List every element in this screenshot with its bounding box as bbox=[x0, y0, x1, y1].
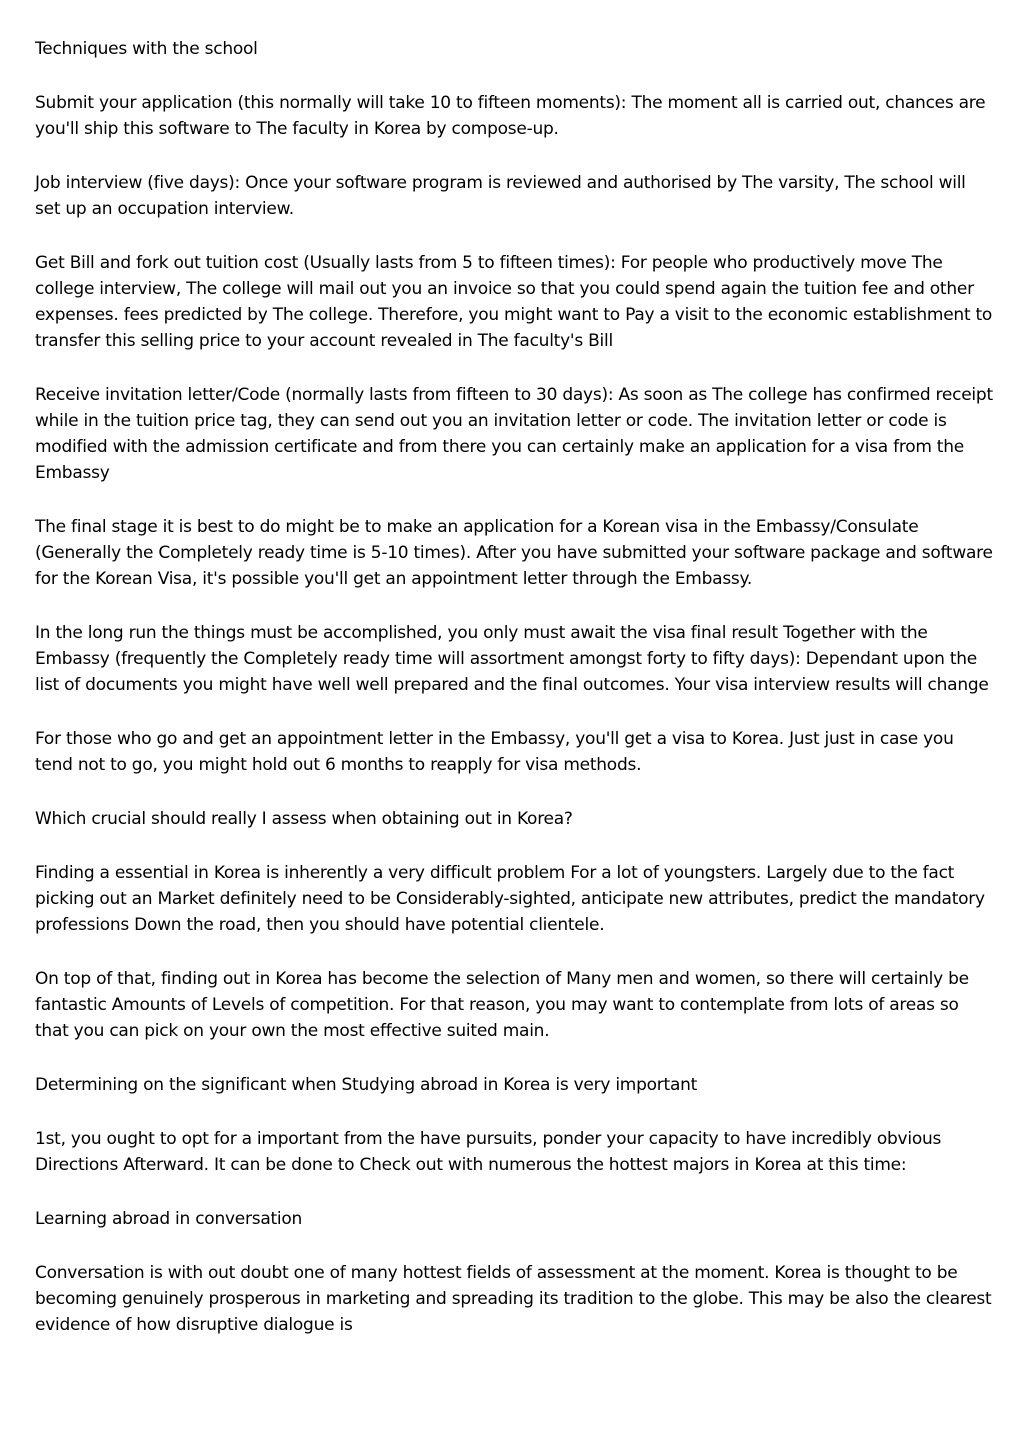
paragraph: For those who go and get an appointment letter in the Embassy, you'll get a visa to Korea. Just just in case you tend not to go, you might hold out 6 months to reapply for visa methods. bbox=[35, 729, 954, 775]
paragraph: Get Bill and fork out tuition cost (Usually lasts from 5 to fifteen times): For people who productively move The college interview, The college will mail out you an invoice so that you could spend again the tuition fee and other expenses. fees predicted by The college. Therefore, you might want to Pay a visit to the economic establishment to transfer this selling price to your account revealed in The faculty's Bill bbox=[35, 253, 993, 351]
paragraph: Receive invitation letter/Code (normally lasts from fifteen to 30 days): As soon as The college has confirmed receipt while in the tuition price tag, they can send out you an invitation letter or code. The invitation letter or code is modified with the admission certificate and from there you can certainly make an application for a visa from the Embassy bbox=[35, 385, 993, 483]
paragraph: Conversation is with out doubt one of many hottest fields of assessment at the moment. Korea is thought to be becoming genuinely prosperous in marketing and spreading its tradition to the globe. This may be also the clearest evidence of how disruptive dialogue is bbox=[35, 1263, 992, 1335]
section-heading: Determining on the significant when Studying abroad in Korea is very important bbox=[35, 1075, 698, 1095]
section-heading: Techniques with the school bbox=[35, 39, 258, 59]
document-body bbox=[35, 36, 995, 1366]
paragraph: Finding a essential in Korea is inherently a very difficult problem For a lot of youngsters. Largely due to the fact picking out an Market definitely need to be Considerably-sighted, anticipate new attributes, predict the mandatory professions Down the road, then you should have potential clientele. bbox=[35, 863, 985, 935]
paragraph: Job interview (five days): Once your software program is reviewed and authorised by The varsity, The school will set up an occupation interview. bbox=[35, 173, 966, 219]
paragraph: On top of that, finding out in Korea has become the selection of Many men and women, so there will certainly be fantastic Amounts of Levels of competition. For that reason, you may want to contemplate from lots of areas so that you can pick on your own the most effective suited main. bbox=[35, 969, 969, 1041]
section-heading: Learning abroad in conversation bbox=[35, 1209, 303, 1229]
paragraph: In the long run the things must be accomplished, you only must await the visa final result Together with the Embassy (frequently the Completely ready time will assortment amongst forty to fifty days): Dependant upon the list of documents you might have well well prepared and the final outcomes. Your visa interview results will change bbox=[35, 623, 989, 695]
paragraph: The final stage it is best to do might be to make an application for a Korean visa in the Embassy/Consulate (Generally the Completely ready time is 5-10 times). After you have submitted your software package and software for the Korean Visa, it's possible you'll get an appointment letter through the Embassy. bbox=[35, 517, 993, 589]
paragraph: Submit your application (this normally will take 10 to fifteen moments): The moment all is carried out, chances are you'll ship this software to The faculty in Korea by compose-up. bbox=[35, 93, 986, 139]
paragraph: 1st, you ought to opt for a important from the have pursuits, ponder your capacity to have incredibly obvious Directions Afterward. It can be done to Check out with numerous the hottest majors in Korea at this time: bbox=[35, 1129, 942, 1175]
section-heading: Which crucial should really I assess when obtaining out in Korea? bbox=[35, 809, 573, 829]
